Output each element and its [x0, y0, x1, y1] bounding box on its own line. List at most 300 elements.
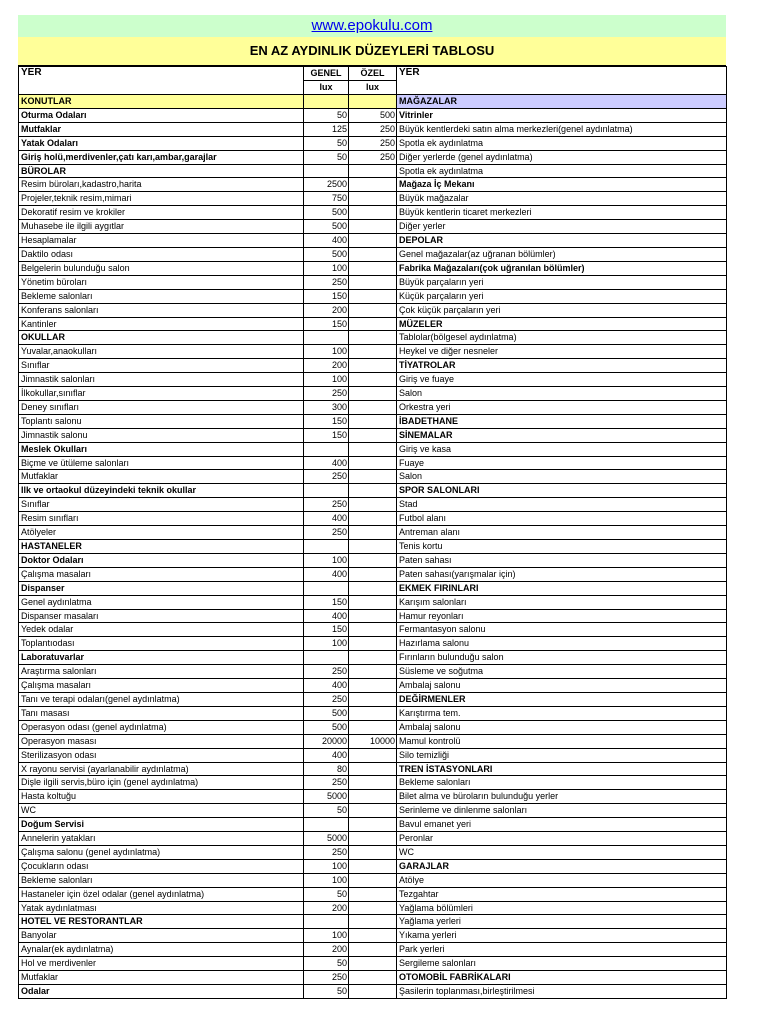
left-place-cell: Tanı masası	[19, 706, 304, 720]
left-place-cell: Doğum Servisi	[19, 818, 304, 832]
genel-lux-cell: 80	[304, 762, 349, 776]
genel-lux-cell: 200	[304, 359, 349, 373]
left-place-cell: Annelerin yatakları	[19, 832, 304, 846]
ozel-lux-cell	[349, 720, 397, 734]
left-place-cell: Hastaneler için özel odalar (genel aydınlatma)	[19, 887, 304, 901]
right-place-cell: Büyük mağazalar	[397, 192, 727, 206]
left-place-cell: Muhasebe ile ilgili aygıtlar	[19, 220, 304, 234]
left-place-cell: İlkokullar,sınıflar	[19, 387, 304, 401]
right-place-cell: Antreman alanı	[397, 526, 727, 540]
left-place-cell: Hasta koltuğu	[19, 790, 304, 804]
table-row	[19, 540, 727, 554]
table-row	[19, 206, 727, 220]
right-place-cell: Heykel ve diğer nesneler	[397, 345, 727, 359]
ozel-lux-cell	[349, 985, 397, 999]
table-row	[19, 915, 727, 929]
genel-lux-cell: 100	[304, 859, 349, 873]
right-place-cell: Peronlar	[397, 832, 727, 846]
genel-lux-cell	[304, 651, 349, 665]
ozel-lux-cell	[349, 679, 397, 693]
ozel-lux-cell	[349, 623, 397, 637]
table-row	[19, 679, 727, 693]
left-place-cell: Operasyon odası (genel aydınlatma)	[19, 720, 304, 734]
left-place-cell: Dispanser masaları	[19, 609, 304, 623]
table-row	[19, 929, 727, 943]
genel-lux-cell: 100	[304, 929, 349, 943]
table-row	[19, 609, 727, 623]
right-place-cell: Serinleme ve dinlenme salonları	[397, 804, 727, 818]
genel-lux-cell: 400	[304, 456, 349, 470]
page-title: EN AZ AYDINLIK DÜZEYLERİ TABLOSU	[18, 37, 726, 66]
ozel-lux-cell	[349, 971, 397, 985]
left-place-cell: Projeler,teknik resim,mimari	[19, 192, 304, 206]
ozel-lux-cell	[349, 706, 397, 720]
table-row	[19, 665, 727, 679]
genel-lux-cell: 250	[304, 387, 349, 401]
genel-lux-cell	[304, 540, 349, 554]
left-place-cell: Hesaplamalar	[19, 234, 304, 248]
table-row	[19, 692, 727, 706]
genel-lux-cell	[304, 581, 349, 595]
genel-lux-cell: 150	[304, 289, 349, 303]
right-place-cell: Hamur reyonları	[397, 609, 727, 623]
genel-lux-cell: 500	[304, 220, 349, 234]
right-place-cell: Orkestra yeri	[397, 400, 727, 414]
genel-lux-cell: 150	[304, 414, 349, 428]
illumination-table	[18, 66, 727, 999]
header-row	[19, 67, 727, 81]
left-place-cell: BÜROLAR	[19, 164, 304, 178]
genel-lux-cell: 5000	[304, 832, 349, 846]
left-place-cell: Mutfaklar	[19, 470, 304, 484]
table-row	[19, 122, 727, 136]
ozel-lux-cell	[349, 943, 397, 957]
right-place-cell: SPOR SALONLARI	[397, 484, 727, 498]
right-place-cell: İBADETHANE	[397, 414, 727, 428]
right-place-cell: Büyük parçaların yeri	[397, 275, 727, 289]
right-place-cell: Büyük kentlerdeki satın alma merkezleri(genel aydınlatma)	[397, 122, 727, 136]
genel-lux-cell: 250	[304, 845, 349, 859]
ozel-lux-cell	[349, 609, 397, 623]
genel-lux-cell: 500	[304, 206, 349, 220]
ozel-lux-cell	[349, 414, 397, 428]
right-place-cell: Fermantasyon salonu	[397, 623, 727, 637]
left-place-cell: Daktilo odası	[19, 247, 304, 261]
left-place-cell: Dişle ilgili servis,büro için (genel aydınlatma)	[19, 776, 304, 790]
ozel-lux-cell	[349, 887, 397, 901]
ozel-lux-cell	[349, 317, 397, 331]
right-place-cell: Vitrinler	[397, 108, 727, 122]
header-ozel: ÖZEL	[349, 67, 397, 81]
ozel-lux-cell	[349, 873, 397, 887]
right-place-cell: Fabrika Mağazaları(çok uğranılan bölümler)	[397, 261, 727, 275]
table-row	[19, 178, 727, 192]
table-row	[19, 706, 727, 720]
ozel-lux-cell	[349, 220, 397, 234]
ozel-lux-cell	[349, 234, 397, 248]
table-row	[19, 220, 727, 234]
genel-lux-cell: 50	[304, 136, 349, 150]
genel-lux-cell	[304, 95, 349, 109]
genel-lux-cell: 250	[304, 470, 349, 484]
genel-lux-cell: 100	[304, 261, 349, 275]
table-row	[19, 234, 727, 248]
left-place-cell: Mutfaklar	[19, 971, 304, 985]
genel-lux-cell: 100	[304, 637, 349, 651]
right-place-cell: EKMEK FIRINLARI	[397, 581, 727, 595]
table-row	[19, 456, 727, 470]
left-place-cell: Çocukların odası	[19, 859, 304, 873]
right-place-cell: TİYATROLAR	[397, 359, 727, 373]
header-genel-unit: lux	[304, 81, 349, 95]
table-row	[19, 150, 727, 164]
right-place-cell: Sergileme salonları	[397, 957, 727, 971]
table-row	[19, 887, 727, 901]
genel-lux-cell: 250	[304, 498, 349, 512]
ozel-lux-cell	[349, 929, 397, 943]
left-place-cell: Araştırma salonları	[19, 665, 304, 679]
right-place-cell: Karışım salonları	[397, 595, 727, 609]
left-place-cell: Yatak aydınlatması	[19, 901, 304, 915]
header-ozel-unit: lux	[349, 81, 397, 95]
header-genel: GENEL	[304, 67, 349, 81]
genel-lux-cell: 50	[304, 108, 349, 122]
left-place-cell: Sınıflar	[19, 359, 304, 373]
table-row	[19, 818, 727, 832]
right-place-cell: Salon	[397, 387, 727, 401]
ozel-lux-cell	[349, 901, 397, 915]
url-banner	[18, 15, 726, 37]
left-place-cell: Resim sınıfları	[19, 512, 304, 526]
ozel-lux-cell	[349, 595, 397, 609]
left-place-cell: Laboratuvarlar	[19, 651, 304, 665]
genel-lux-cell: 125	[304, 122, 349, 136]
table-row	[19, 261, 727, 275]
table-row	[19, 526, 727, 540]
genel-lux-cell: 400	[304, 567, 349, 581]
left-place-cell: Meslek Okulları	[19, 442, 304, 456]
right-place-cell: DEĞİRMENLER	[397, 692, 727, 706]
table-row	[19, 971, 727, 985]
ozel-lux-cell	[349, 261, 397, 275]
left-place-cell: Çalışma masaları	[19, 567, 304, 581]
right-place-cell: Mağaza İç Mekanı	[397, 178, 727, 192]
ozel-lux-cell	[349, 957, 397, 971]
ozel-lux-cell	[349, 206, 397, 220]
ozel-lux-cell	[349, 637, 397, 651]
ozel-lux-cell	[349, 484, 397, 498]
left-place-cell: Toplantı salonu	[19, 414, 304, 428]
ozel-lux-cell	[349, 832, 397, 846]
left-place-cell: Mutfaklar	[19, 122, 304, 136]
right-place-cell: Giriş ve fuaye	[397, 373, 727, 387]
left-place-cell: Giriş holü,merdivenler,çatı karı,ambar,garajlar	[19, 150, 304, 164]
genel-lux-cell: 250	[304, 692, 349, 706]
right-place-cell: Ambalaj salonu	[397, 679, 727, 693]
left-place-cell: Atölyeler	[19, 526, 304, 540]
ozel-lux-cell	[349, 804, 397, 818]
table-row	[19, 136, 727, 150]
table-row	[19, 957, 727, 971]
table-row	[19, 845, 727, 859]
table-row	[19, 804, 727, 818]
ozel-lux-cell	[349, 790, 397, 804]
ozel-lux-cell	[349, 164, 397, 178]
ozel-lux-cell	[349, 470, 397, 484]
right-place-cell: Silo temizliği	[397, 748, 727, 762]
right-place-cell: SİNEMALAR	[397, 428, 727, 442]
ozel-lux-cell: 250	[349, 136, 397, 150]
genel-lux-cell: 50	[304, 804, 349, 818]
right-place-cell: WC	[397, 845, 727, 859]
ozel-lux-cell	[349, 400, 397, 414]
table-row	[19, 985, 727, 999]
genel-lux-cell: 100	[304, 345, 349, 359]
left-place-cell: Çalışma salonu (genel aydınlatma)	[19, 845, 304, 859]
genel-lux-cell: 150	[304, 595, 349, 609]
table-row	[19, 512, 727, 526]
genel-lux-cell: 150	[304, 623, 349, 637]
genel-lux-cell: 100	[304, 553, 349, 567]
right-place-cell: Tablolar(bölgesel aydınlatma)	[397, 331, 727, 345]
table-row	[19, 734, 727, 748]
left-place-cell: Konferans salonları	[19, 303, 304, 317]
genel-lux-cell: 20000	[304, 734, 349, 748]
table-body	[19, 95, 727, 999]
left-place-cell: Aynalar(ek aydınlatma)	[19, 943, 304, 957]
right-place-cell: Tenis kortu	[397, 540, 727, 554]
right-place-cell: TREN İSTASYONLARI	[397, 762, 727, 776]
left-place-cell: Odalar	[19, 985, 304, 999]
left-place-cell: Oturma Odaları	[19, 108, 304, 122]
ozel-lux-cell	[349, 512, 397, 526]
left-place-cell: Operasyon masası	[19, 734, 304, 748]
ozel-lux-cell	[349, 915, 397, 929]
table-row	[19, 943, 727, 957]
ozel-lux-cell	[349, 498, 397, 512]
genel-lux-cell: 250	[304, 526, 349, 540]
table-row	[19, 289, 727, 303]
left-place-cell: Ilk ve ortaokul düzeyindeki teknik okullar	[19, 484, 304, 498]
right-place-cell: Atölye	[397, 873, 727, 887]
right-place-cell: Mamul kontrolü	[397, 734, 727, 748]
left-place-cell: HOTEL VE RESTORANTLAR	[19, 915, 304, 929]
ozel-lux-cell	[349, 387, 397, 401]
left-place-cell: X rayonu servisi (ayarlanabilir aydınlatma)	[19, 762, 304, 776]
right-place-cell: Park yerleri	[397, 943, 727, 957]
table-row	[19, 247, 727, 261]
genel-lux-cell	[304, 164, 349, 178]
genel-lux-cell: 200	[304, 303, 349, 317]
ozel-lux-cell	[349, 540, 397, 554]
left-place-cell: Yatak Odaları	[19, 136, 304, 150]
left-place-cell: Yuvalar,anaokulları	[19, 345, 304, 359]
left-place-cell: Genel aydınlatma	[19, 595, 304, 609]
website-link[interactable]: www.epokulu.com	[311, 17, 433, 34]
right-place-cell: Giriş ve kasa	[397, 442, 727, 456]
ozel-lux-cell	[349, 526, 397, 540]
left-place-cell: Jimnastik salonu	[19, 428, 304, 442]
left-place-cell: Jimnastik salonları	[19, 373, 304, 387]
genel-lux-cell: 150	[304, 317, 349, 331]
genel-lux-cell: 400	[304, 609, 349, 623]
right-place-cell: Şasilerin toplanması,birleştirilmesi	[397, 985, 727, 999]
table-row	[19, 275, 727, 289]
table-row	[19, 95, 727, 109]
header-place-left: YER	[19, 67, 304, 95]
right-place-cell: Ambalaj salonu	[397, 720, 727, 734]
table-row	[19, 776, 727, 790]
right-place-cell: Stad	[397, 498, 727, 512]
ozel-lux-cell	[349, 95, 397, 109]
genel-lux-cell: 200	[304, 943, 349, 957]
table-row	[19, 595, 727, 609]
ozel-lux-cell	[349, 859, 397, 873]
table-row	[19, 553, 727, 567]
right-place-cell: Spotla ek aydınlatma	[397, 164, 727, 178]
ozel-lux-cell	[349, 247, 397, 261]
table-row	[19, 498, 727, 512]
left-place-cell: Doktor Odaları	[19, 553, 304, 567]
left-place-cell: KONUTLAR	[19, 95, 304, 109]
left-place-cell: Resim büroları,kadastro,harita	[19, 178, 304, 192]
right-place-cell: Karıştırma tem.	[397, 706, 727, 720]
left-place-cell: Kantinler	[19, 317, 304, 331]
ozel-lux-cell	[349, 665, 397, 679]
genel-lux-cell	[304, 484, 349, 498]
genel-lux-cell: 250	[304, 275, 349, 289]
table-row	[19, 414, 727, 428]
ozel-lux-cell	[349, 567, 397, 581]
table-row	[19, 442, 727, 456]
left-place-cell: Belgelerin bulunduğu salon	[19, 261, 304, 275]
table-row	[19, 387, 727, 401]
genel-lux-cell: 400	[304, 748, 349, 762]
ozel-lux-cell	[349, 178, 397, 192]
table-row	[19, 317, 727, 331]
genel-lux-cell: 250	[304, 665, 349, 679]
right-place-cell: Spotla ek aydınlatma	[397, 136, 727, 150]
left-place-cell: Yedek odalar	[19, 623, 304, 637]
right-place-cell: Salon	[397, 470, 727, 484]
right-place-cell: Büyük kentlerin ticaret merkezleri	[397, 206, 727, 220]
ozel-lux-cell	[349, 275, 397, 289]
table-row	[19, 748, 727, 762]
left-place-cell: Bekleme salonları	[19, 289, 304, 303]
genel-lux-cell: 50	[304, 957, 349, 971]
genel-lux-cell	[304, 818, 349, 832]
genel-lux-cell: 500	[304, 720, 349, 734]
left-place-cell: Sterilizasyon odası	[19, 748, 304, 762]
table-row	[19, 637, 727, 651]
left-place-cell: Deney sınıfları	[19, 400, 304, 414]
right-place-cell: Bekleme salonları	[397, 776, 727, 790]
ozel-lux-cell	[349, 331, 397, 345]
header-place-right: YER	[397, 67, 727, 95]
table-row	[19, 400, 727, 414]
right-place-cell: Süsleme ve soğutma	[397, 665, 727, 679]
right-place-cell: Genel mağazalar(az uğranan bölümler)	[397, 247, 727, 261]
genel-lux-cell: 400	[304, 234, 349, 248]
right-place-cell: Bilet alma ve büroların bulunduğu yerler	[397, 790, 727, 804]
ozel-lux-cell	[349, 762, 397, 776]
ozel-lux-cell	[349, 692, 397, 706]
ozel-lux-cell	[349, 748, 397, 762]
left-place-cell: Bekleme salonları	[19, 873, 304, 887]
left-place-cell: Dekoratif resim ve krokiler	[19, 206, 304, 220]
genel-lux-cell: 300	[304, 400, 349, 414]
right-place-cell: Fuaye	[397, 456, 727, 470]
table-row	[19, 832, 727, 846]
table-row	[19, 303, 727, 317]
table-row	[19, 623, 727, 637]
ozel-lux-cell	[349, 581, 397, 595]
table-row	[19, 345, 727, 359]
ozel-lux-cell	[349, 553, 397, 567]
table-row	[19, 359, 727, 373]
genel-lux-cell: 400	[304, 679, 349, 693]
table-row	[19, 470, 727, 484]
ozel-lux-cell: 250	[349, 150, 397, 164]
ozel-lux-cell: 10000	[349, 734, 397, 748]
ozel-lux-cell	[349, 456, 397, 470]
table-row	[19, 581, 727, 595]
genel-lux-cell: 500	[304, 706, 349, 720]
right-place-cell: Futbol alanı	[397, 512, 727, 526]
spreadsheet	[18, 15, 726, 999]
genel-lux-cell: 100	[304, 873, 349, 887]
right-place-cell: Çok küçük parçaların yeri	[397, 303, 727, 317]
right-place-cell: GARAJLAR	[397, 859, 727, 873]
right-place-cell: Hazırlama salonu	[397, 637, 727, 651]
table-row	[19, 331, 727, 345]
genel-lux-cell: 50	[304, 985, 349, 999]
ozel-lux-cell	[349, 651, 397, 665]
left-place-cell: Yönetim büroları	[19, 275, 304, 289]
left-place-cell: Tanı ve terapi odaları(genel aydınlatma)	[19, 692, 304, 706]
genel-lux-cell: 50	[304, 150, 349, 164]
genel-lux-cell: 400	[304, 512, 349, 526]
genel-lux-cell	[304, 915, 349, 929]
right-place-cell: Diğer yerler	[397, 220, 727, 234]
table-row	[19, 651, 727, 665]
genel-lux-cell: 750	[304, 192, 349, 206]
genel-lux-cell: 200	[304, 901, 349, 915]
ozel-lux-cell	[349, 845, 397, 859]
ozel-lux-cell	[349, 373, 397, 387]
genel-lux-cell: 500	[304, 247, 349, 261]
right-place-cell: Paten sahası	[397, 553, 727, 567]
right-place-cell: Yıkama yerleri	[397, 929, 727, 943]
ozel-lux-cell: 250	[349, 122, 397, 136]
left-place-cell: OKULLAR	[19, 331, 304, 345]
left-place-cell: Çalışma masaları	[19, 679, 304, 693]
table-row	[19, 164, 727, 178]
genel-lux-cell: 50	[304, 887, 349, 901]
genel-lux-cell: 5000	[304, 790, 349, 804]
ozel-lux-cell	[349, 303, 397, 317]
right-place-cell: Yağlama yerleri	[397, 915, 727, 929]
genel-lux-cell: 250	[304, 971, 349, 985]
ozel-lux-cell	[349, 442, 397, 456]
ozel-lux-cell	[349, 776, 397, 790]
table-row	[19, 762, 727, 776]
right-place-cell: Diğer yerlerde (genel aydınlatma)	[397, 150, 727, 164]
ozel-lux-cell	[349, 359, 397, 373]
ozel-lux-cell: 500	[349, 108, 397, 122]
table-row	[19, 790, 727, 804]
right-place-cell: MÜZELER	[397, 317, 727, 331]
